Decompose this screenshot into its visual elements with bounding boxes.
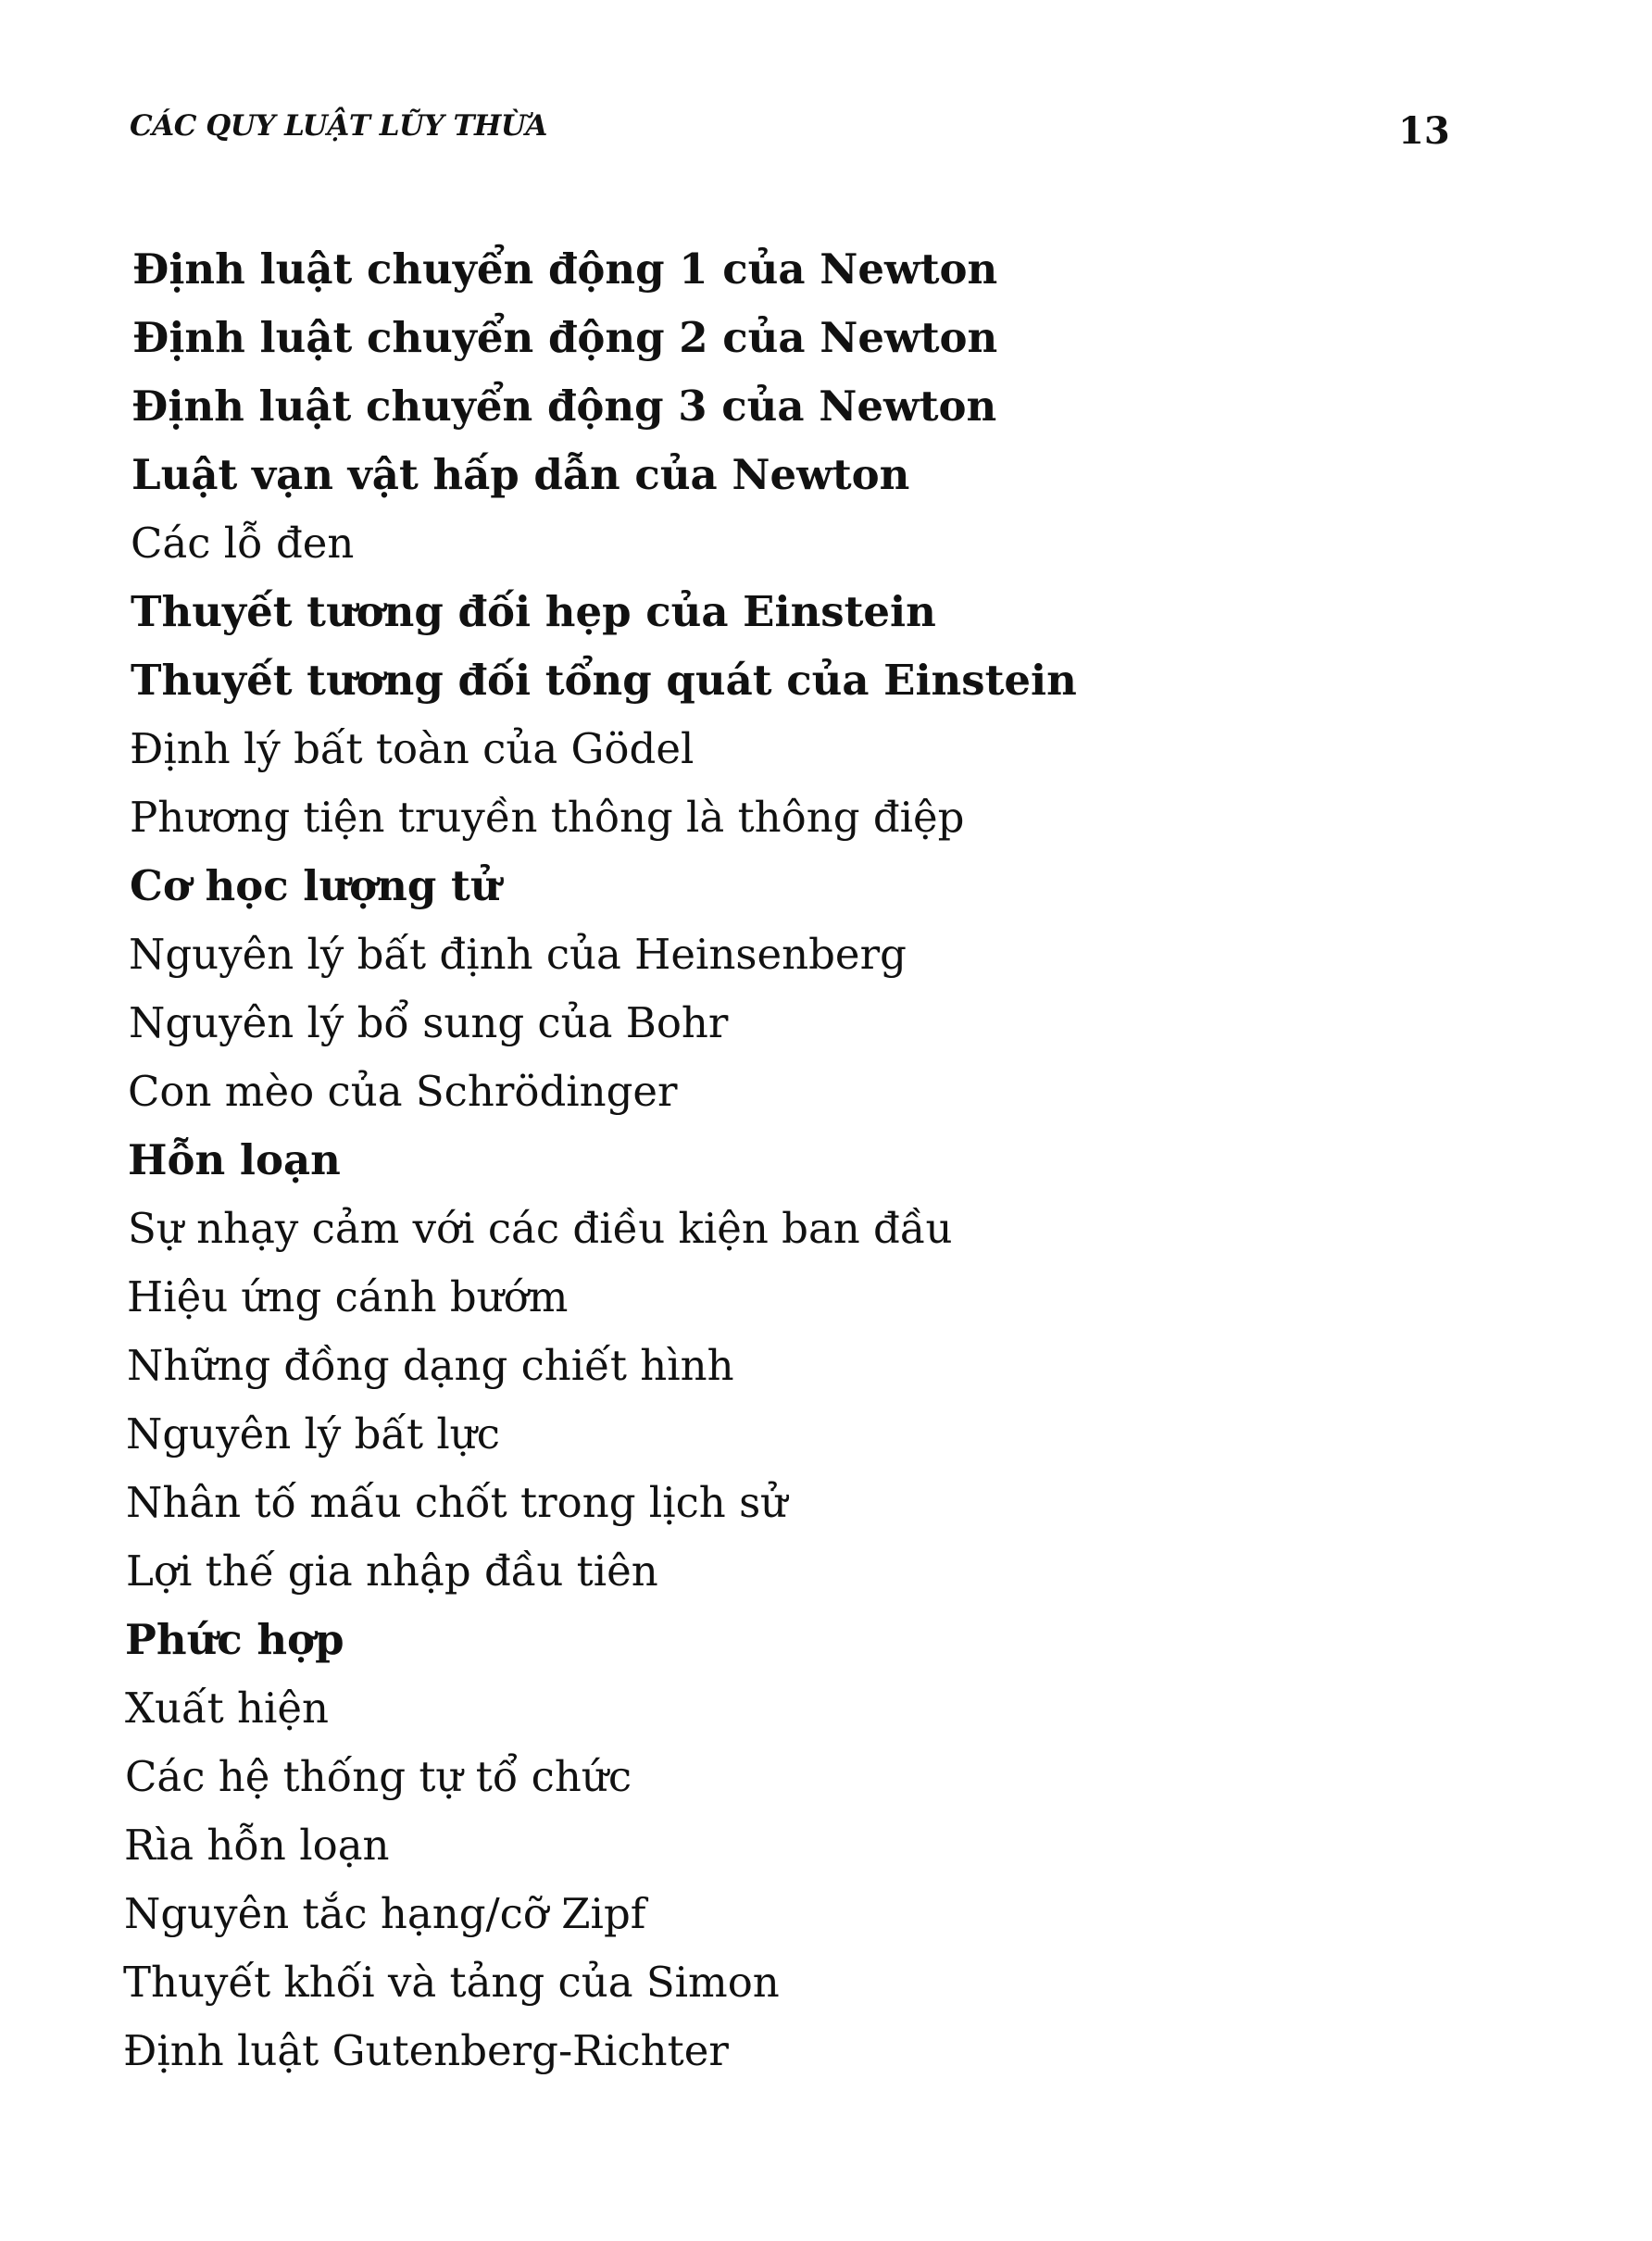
entry-heading: Thuyết tương đối hẹp của Einstein (131, 587, 936, 636)
entry-item: Phương tiện truyền thông là thông điệp (130, 793, 965, 842)
running-head: CÁC QUY LUẬT LŨY THỪA (130, 109, 547, 143)
entry-heading: Định luật chuyển động 2 của Newton (132, 313, 998, 362)
entry-item: Nguyên lý bất lực (126, 1409, 500, 1459)
entry-item: Nguyên tắc hạng/cỡ Zipf (124, 1889, 646, 1938)
entry-item: Xuất hiện (125, 1684, 329, 1733)
entry-heading: Hỗn loạn (128, 1135, 341, 1184)
entry-item: Định lý bất toàn của Gödel (130, 724, 695, 773)
entry-item: Những đồng dạng chiết hình (127, 1341, 734, 1390)
entry-item: Lợi thế gia nhập đầu tiên (126, 1546, 658, 1596)
entry-item: Nguyên lý bất định của Heinsenberg (129, 930, 907, 979)
entry-item: Thuyết khối và tảng của Simon (123, 1958, 780, 2007)
entry-item: Hiệu ứng cánh bướm (127, 1272, 569, 1321)
entry-heading: Định luật chuyển động 1 của Newton (132, 244, 998, 294)
entry-item: Nguyên lý bổ sung của Bohr (129, 998, 729, 1047)
entry-item: Sự nhạy cảm với các điều kiện ban đầu (128, 1204, 953, 1253)
entry-item: Định luật Gutenberg-Richter (123, 2026, 729, 2075)
entry-item: Rìa hỗn loạn (124, 1821, 390, 1870)
entry-heading: Phức hợp (125, 1615, 344, 1664)
page-number: 13 (1398, 109, 1450, 153)
entry-heading: Định luật chuyển động 3 của Newton (131, 382, 997, 431)
entry-heading: Thuyết tương đối tổng quát của Einstein (131, 656, 1077, 705)
entry-item: Các lỗ đen (131, 519, 355, 568)
entry-heading: Cơ học lượng tử (130, 861, 501, 910)
entry-heading: Luật vạn vật hấp dẫn của Newton (131, 450, 910, 499)
entry-item: Con mèo của Schrödinger (128, 1067, 678, 1116)
entry-item: Nhân tố mấu chốt trong lịch sử (126, 1478, 788, 1527)
entry-item: Các hệ thống tự tổ chức (125, 1752, 632, 1801)
